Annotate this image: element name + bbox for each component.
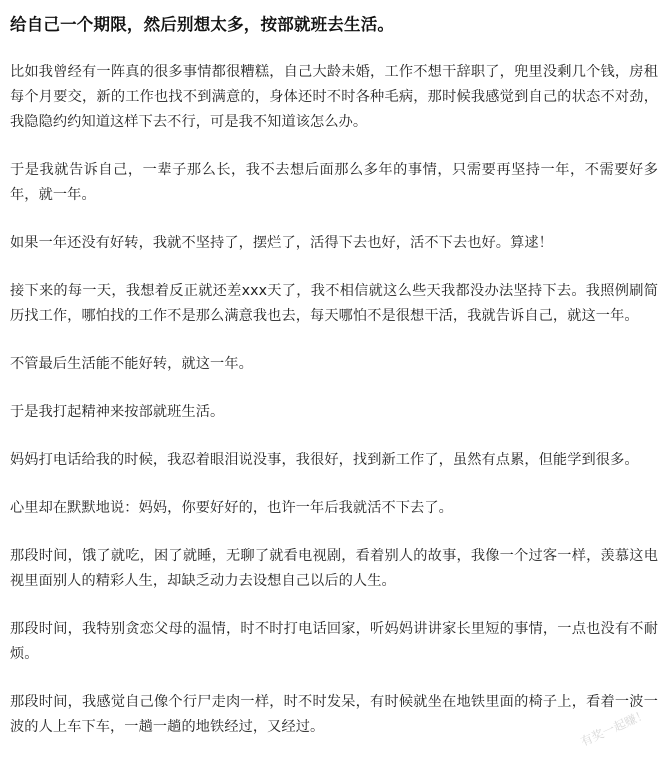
paragraph: 接下来的每一天，我想着反正就还差xxx天了，我不相信就这么些天我都没办法坚持下去。我照例刷简历找工作，哪怕找的工作不是那么满意我也去，每天哪怕不是很想干活，我就告诉自己，就这一年。 bbox=[10, 283, 658, 324]
paragraph: 如果一年还没有好转，我就不坚持了，摆烂了，活得下去也好，活不下去也好。算逑！ bbox=[10, 235, 553, 251]
paragraph: 那段时间，我特别贪恋父母的温情，时不时打电话回家，听妈妈讲讲家长里短的事情，一点也没有不耐烦。 bbox=[10, 621, 658, 662]
paragraph: 于是我打起精神来按部就班生活。 bbox=[10, 404, 225, 420]
paragraph: 那段时间，饿了就吃，困了就睡，无聊了就看电视剧，看着别人的故事，我像一个过客一样，羡慕这电视里面别人的精彩人生，却缺乏动力去设想自己以后的人生。 bbox=[10, 548, 658, 589]
article bbox=[10, 12, 658, 763]
paragraph: 妈妈打电话给我的时候，我忍着眼泪说没事，我很好，找到新工作了，虽然有点累，但能学到很多。 bbox=[10, 452, 639, 468]
article-title: 给自己一个期限，然后别想太多，按部就班去生活。 bbox=[10, 15, 395, 34]
paragraph: 不管最后生活能不能好转，就这一年。 bbox=[10, 356, 253, 372]
paragraph: 比如我曾经有一阵真的很多事情都很糟糕，自己大龄未婚，工作不想干辞职了，兜里没剩几个钱，房租每个月要交，新的工作也找不到满意的，身体还时不时各种毛病，那时候我感觉到自己的状态不对劲，我隐隐约约知道这样下去不行，可是我不知道该怎么办。 bbox=[10, 64, 658, 130]
site-watermark: 有奖一起赚！ bbox=[578, 706, 650, 749]
paragraph: 那段时间，我感觉自己像个行尸走肉一样，时不时发呆，有时候就坐在地铁里面的椅子上，看着一波一波的人上车下车，一趟一趟的地铁经过，又经过。 bbox=[10, 694, 658, 735]
paragraph: 心里却在默默地说：妈妈，你要好好的，也许一年后我就活不下去了。 bbox=[10, 500, 453, 516]
paragraph: 于是我就告诉自己，一辈子那么长，我不去想后面那么多年的事情，只需要再坚持一年，不需要好多年，就一年。 bbox=[10, 162, 658, 203]
